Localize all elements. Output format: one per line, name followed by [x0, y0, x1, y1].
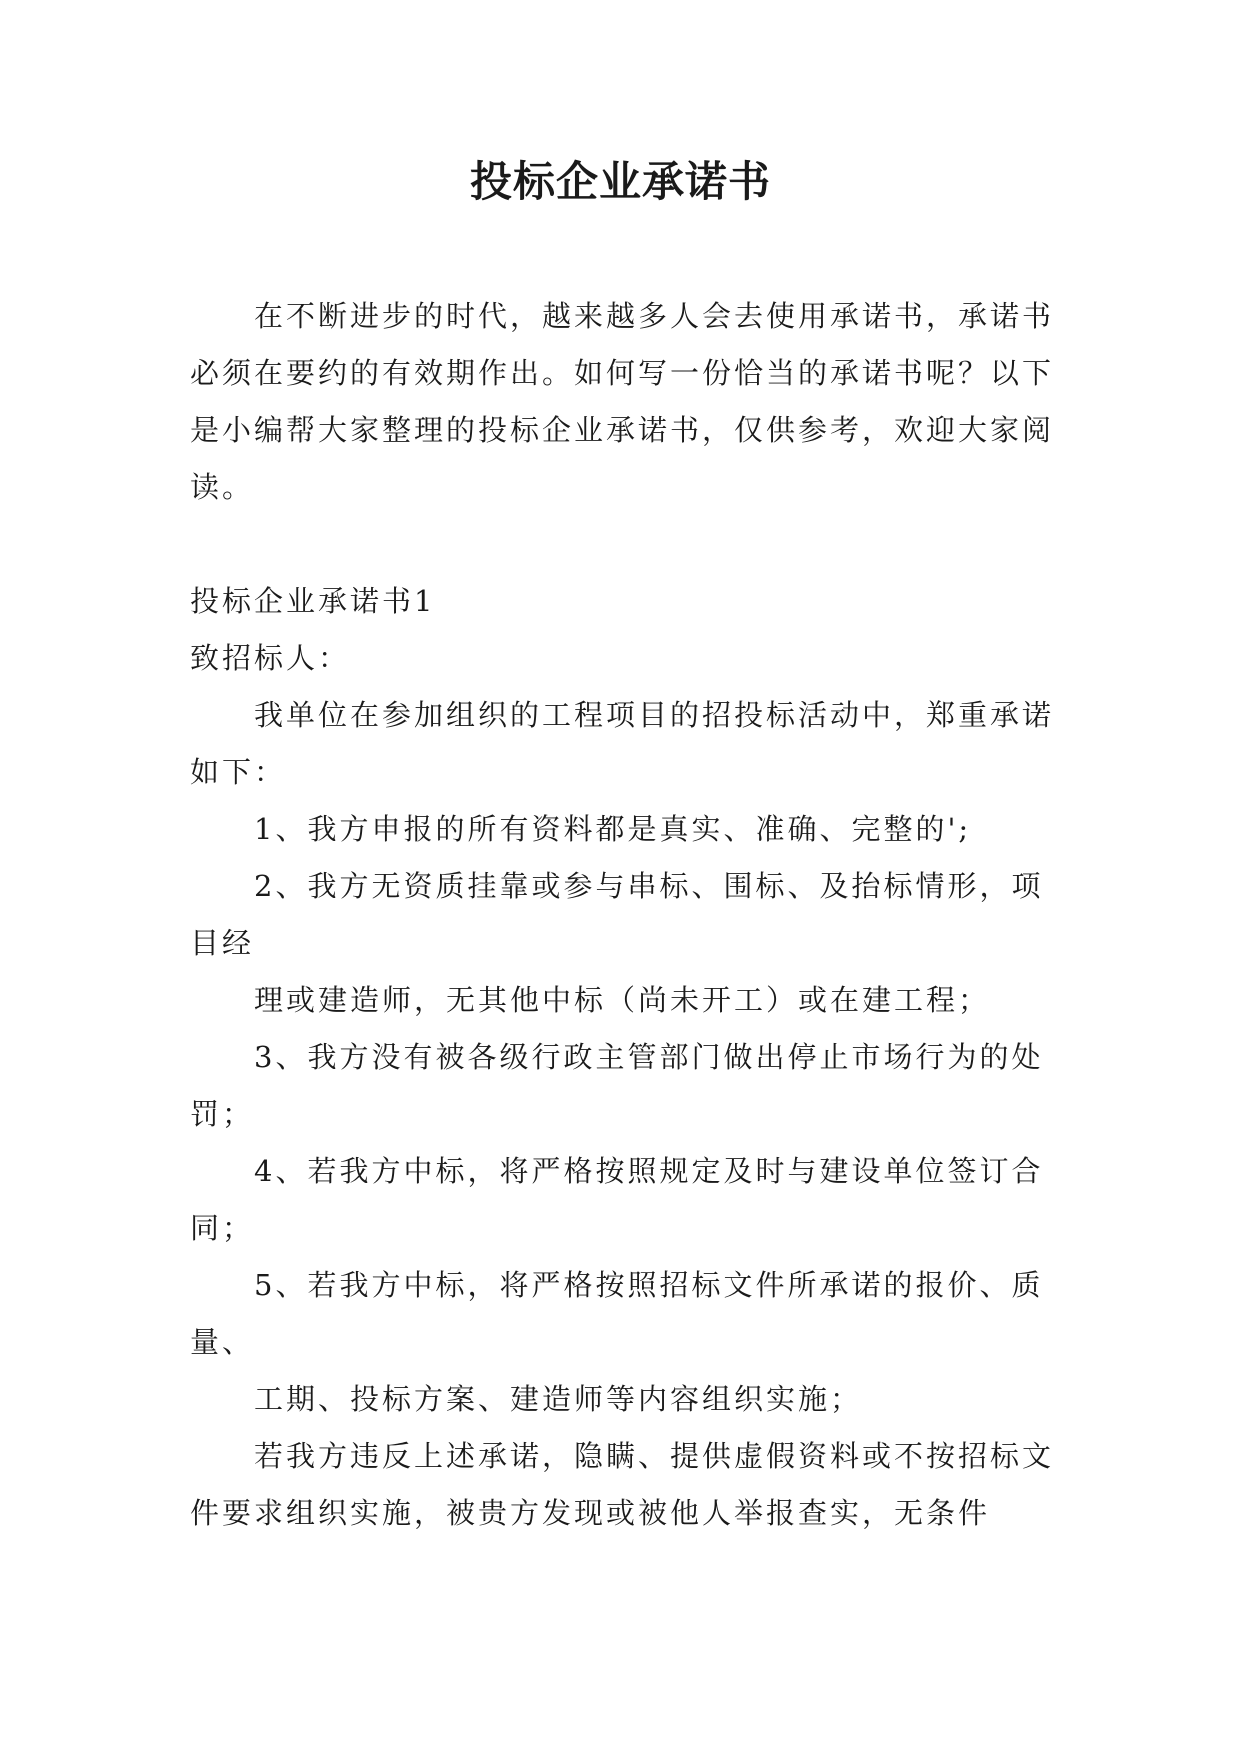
commitment-item-3: 3、我方没有被各级行政主管部门做出停止市场行为的处罚；: [190, 1040, 1044, 1131]
commitment-item-5: 5、若我方中标，将严格按照招标文件所承诺的报价、质量、: [190, 1268, 1044, 1359]
document-body: [190, 288, 1060, 1542]
intro-paragraph: 在不断进步的时代，越来越多人会去使用承诺书，承诺书必须在要约的有效期作出。如何写一份恰当的承诺书呢？以下是小编帮大家整理的投标企业承诺书，仅供参考，欢迎大家阅读。: [190, 299, 1055, 504]
commitment-item-1: 1、我方申报的所有资料都是真实、准确、完整的';: [254, 812, 972, 846]
section-heading: 投标企业承诺书1: [190, 584, 436, 618]
commitment-opening: 我单位在参加组织的工程项目的招投标活动中，郑重承诺如下：: [190, 698, 1055, 789]
commitment-item-5-continued: 工期、投标方案、建造师等内容组织实施；: [254, 1382, 863, 1416]
document-title: 投标企业承诺书: [469, 157, 771, 206]
commitment-item-4: 4、若我方中标，将严格按照规定及时与建设单位签订合同；: [190, 1154, 1044, 1245]
commitment-item-2: 2、我方无资质挂靠或参与串标、围标、及抬标情形，项目经: [190, 869, 1044, 960]
paragraph-spacer: [190, 516, 1060, 573]
commitment-item-2-continued: 理或建造师，无其他中标（尚未开工）或在建工程；: [254, 983, 991, 1017]
salutation: 致招标人：: [190, 641, 351, 675]
breach-clause: 若我方违反上述承诺，隐瞒、提供虚假资料或不按招标文件要求组织实施，被贵方发现或被他人举报查实，无条件: [190, 1439, 1055, 1530]
